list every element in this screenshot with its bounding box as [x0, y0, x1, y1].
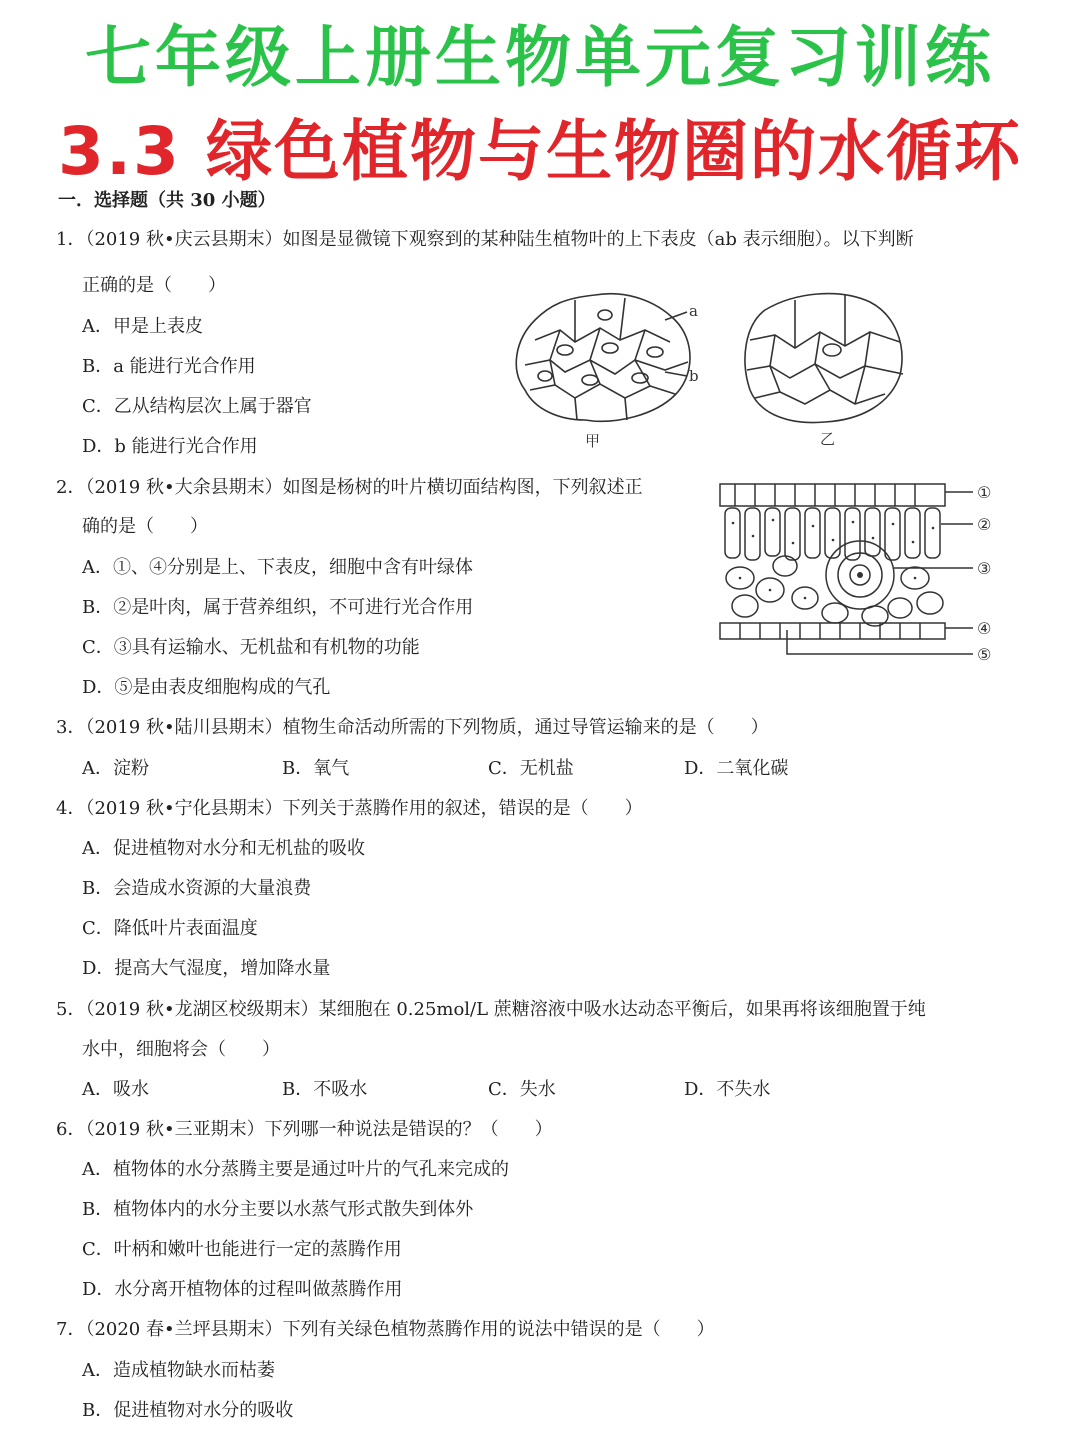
question-1-option-b: B．a 能进行光合作用: [82, 356, 256, 377]
figure-label-a: a: [689, 302, 698, 320]
question-6-stem: 6．（2019 秋•三亚期末）下列哪一种说法是错误的？（ ）: [56, 1119, 553, 1140]
question-6-option-c: C．叶柄和嫩叶也能进行一定的蒸腾作用: [82, 1239, 402, 1260]
figure-label-b: b: [689, 367, 699, 385]
question-4-option-b: B．会造成水资源的大量浪费: [82, 878, 312, 899]
question-4-stem: 4．（2019 秋•宁化县期末）下列关于蒸腾作用的叙述，错误的是（ ）: [56, 798, 643, 819]
figure-label-3: ③: [977, 559, 992, 578]
question-5-stem-cont: 水中，细胞将会（ ）: [82, 1039, 280, 1060]
page-subtitle: 3.3 绿色植物与生物圈的水循环: [58, 113, 1022, 190]
question-4-option-a: A．促进植物对水分和无机盐的吸收: [82, 838, 365, 859]
question-4-option-d: D．提高大气湿度，增加降水量: [82, 958, 331, 979]
question-2-option-d: D．⑤是由表皮细胞构成的气孔: [82, 677, 331, 698]
question-6-option-a: A．植物体的水分蒸腾主要是通过叶片的气孔来完成的: [82, 1159, 509, 1180]
question-3-option-d: D．二氧化碳: [684, 758, 789, 779]
figure-label-2: ②: [977, 515, 992, 534]
question-5-stem: 5．（2019 秋•龙湖区校级期末）某细胞在 0.25mol/L 蔗糖溶液中吸水达动态平衡后，如果再将该细胞置于纯: [56, 999, 926, 1020]
figure-label-4: ④: [977, 619, 992, 638]
question-5-option-a: A．吸水: [82, 1079, 149, 1100]
question-1-option-c: C．乙从结构层次上属于器官: [82, 396, 312, 417]
question-1-option-a: A．甲是上表皮: [82, 316, 203, 337]
question-1-stem: 1．（2019 秋•庆云县期末）如图是显微镜下观察到的某种陆生植物叶的上下表皮（ab 表示细胞）。以下判断: [56, 229, 914, 250]
question-2-stem-cont: 确的是（ ）: [82, 516, 208, 537]
question-3-option-a: A．淀粉: [82, 758, 149, 779]
question-3-stem: 3．（2019 秋•陆川县期末）植物生命活动所需的下列物质，通过导管运输来的是（ ）: [56, 717, 769, 738]
question-7-option-a: A．造成植物缺水而枯萎: [82, 1360, 275, 1381]
question-2-option-a: A．①、④分别是上、下表皮，细胞中含有叶绿体: [82, 557, 473, 578]
question-4-option-c: C．降低叶片表面温度: [82, 918, 258, 939]
section-heading: 一．选择题（共 30 小题）: [58, 190, 276, 211]
figure-label-jia: 甲: [585, 432, 601, 450]
question-3-option-b: B．氧气: [282, 758, 350, 779]
question-7-stem: 7．（2020 春•兰坪县期末）下列有关绿色植物蒸腾作用的说法中错误的是（ ）: [56, 1319, 715, 1340]
question-2-stem: 2．（2019 秋•大余县期末）如图是杨树的叶片横切面结构图，下列叙述正: [56, 477, 643, 498]
epidermis-figure: [505, 280, 925, 455]
figure-label-1: ①: [977, 483, 992, 502]
question-2-option-c: C．③具有运输水、无机盐和有机物的功能: [82, 637, 420, 658]
question-3-option-c: C．无机盐: [488, 758, 574, 779]
question-7-option-b: B．促进植物对水分的吸收: [82, 1400, 294, 1421]
question-5-option-d: D．不失水: [684, 1079, 771, 1100]
question-6-option-b: B．植物体内的水分主要以水蒸气形式散失到体外: [82, 1199, 474, 1220]
figure-label-5: ⑤: [977, 645, 992, 664]
question-1-option-d: D．b 能进行光合作用: [82, 436, 258, 457]
question-1-stem-cont: 正确的是（ ）: [82, 275, 226, 296]
question-6-option-d: D．水分离开植物体的过程叫做蒸腾作用: [82, 1279, 403, 1300]
leaf-cross-section-figure: [715, 478, 1005, 668]
question-2-option-b: B．②是叶肉，属于营养组织，不可进行光合作用: [82, 597, 474, 618]
question-5-option-c: C．失水: [488, 1079, 556, 1100]
question-5-option-b: B．不吸水: [282, 1079, 368, 1100]
figure-label-yi: 乙: [820, 430, 836, 448]
page-title: 七年级上册生物单元复习训练: [85, 19, 995, 96]
